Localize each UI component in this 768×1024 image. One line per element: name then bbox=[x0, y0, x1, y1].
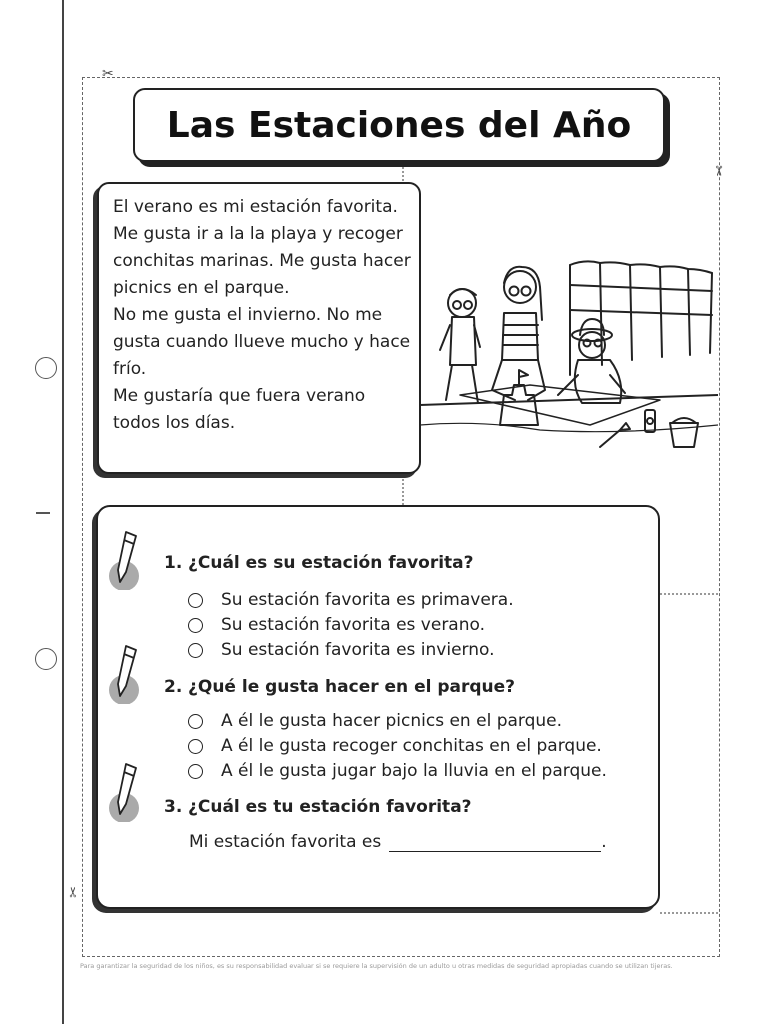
story-paragraph: Me gustaría que fuera verano todos los días. bbox=[113, 386, 366, 433]
pencil-icon bbox=[104, 530, 144, 590]
title-banner bbox=[133, 88, 665, 162]
cut-guide-horizontal-top bbox=[660, 593, 718, 595]
option-1c[interactable] bbox=[188, 640, 495, 660]
option-2b[interactable] bbox=[188, 736, 602, 756]
radio-circle[interactable] bbox=[188, 643, 203, 658]
beach-family-illustration bbox=[420, 225, 718, 460]
radio-circle[interactable] bbox=[188, 764, 203, 779]
option-text: A él le gusta hacer picnics en el parque. bbox=[221, 711, 563, 731]
radio-circle[interactable] bbox=[188, 618, 203, 633]
question-2 bbox=[164, 677, 515, 697]
answer-prompt: Mi estación favorita es bbox=[189, 832, 382, 852]
answer-blank[interactable] bbox=[389, 833, 601, 852]
safety-footer: Para garantizar la seguridad de los niños, es su responsabilidad evaluar si se requiere la supervisión de un adulto u otras medidas de seguridad apropiadas cuando se utilizan tijeras. bbox=[80, 962, 673, 970]
option-text: Su estación favorita es primavera. bbox=[221, 590, 514, 610]
question-text: ¿Cuál es su estación favorita? bbox=[188, 553, 474, 573]
binder-hole-bottom bbox=[35, 648, 57, 670]
binder-margin-line bbox=[62, 0, 64, 1024]
story-text bbox=[113, 194, 413, 437]
cut-guide-horizontal-bottom bbox=[660, 912, 718, 914]
binder-hole-top bbox=[35, 357, 57, 379]
pencil-icon bbox=[104, 762, 144, 822]
answer-end: . bbox=[601, 832, 607, 852]
radio-circle[interactable] bbox=[188, 714, 203, 729]
option-text: Su estación favorita es verano. bbox=[221, 615, 486, 635]
story-paragraph: El verano es mi estación favorita. Me gusta ir a la la playa y recoger conchitas marinas. Me gusta hacer picnics en el parque. bbox=[113, 197, 411, 298]
question-number: 2. bbox=[164, 677, 183, 697]
scissors-icon: ✂ bbox=[709, 165, 726, 177]
option-text: A él le gusta recoger conchitas en el parque. bbox=[221, 736, 602, 756]
option-1b[interactable] bbox=[188, 615, 485, 635]
answer-line bbox=[189, 832, 607, 852]
question-number: 1. bbox=[164, 553, 183, 573]
radio-circle[interactable] bbox=[188, 739, 203, 754]
story-box bbox=[97, 182, 421, 474]
option-2a[interactable] bbox=[188, 711, 562, 731]
story-paragraph: No me gusta el invierno. No me gusta cuando llueve mucho y hace frío. bbox=[113, 305, 411, 379]
option-1a[interactable] bbox=[188, 590, 514, 610]
option-text: A él le gusta jugar bajo la lluvia en el parque. bbox=[221, 761, 607, 781]
question-number: 3. bbox=[164, 797, 183, 817]
page-title: Las Estaciones del Año bbox=[166, 104, 632, 146]
question-1 bbox=[164, 553, 474, 573]
scissors-icon: ✂ bbox=[102, 66, 114, 82]
question-3 bbox=[164, 797, 472, 817]
scissors-icon: ✂ bbox=[65, 886, 82, 898]
pencil-icon bbox=[104, 644, 144, 704]
question-text: ¿Cuál es tu estación favorita? bbox=[188, 797, 472, 817]
option-text: Su estación favorita es invierno. bbox=[221, 640, 495, 660]
binder-center-mark bbox=[36, 512, 50, 514]
radio-circle[interactable] bbox=[188, 593, 203, 608]
option-2c[interactable] bbox=[188, 761, 607, 781]
question-text: ¿Qué le gusta hacer en el parque? bbox=[188, 677, 516, 697]
